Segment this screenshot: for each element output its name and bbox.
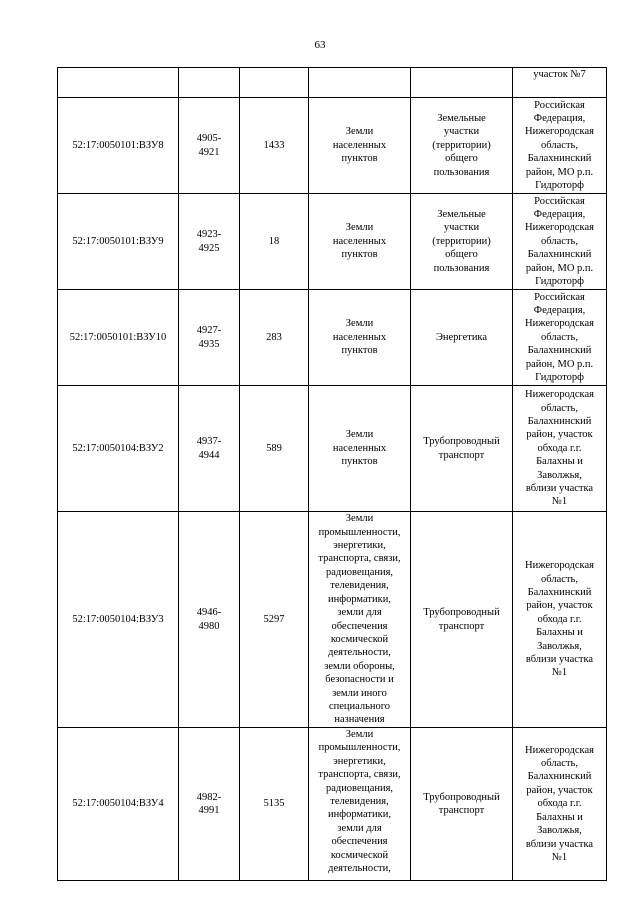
cell-line: 4927- <box>196 325 222 337</box>
cell-line: 4982- <box>196 791 222 803</box>
cell-line: Российская <box>534 99 585 111</box>
cell-line: область, <box>541 758 578 770</box>
cell-line: Заволжья, <box>537 825 582 837</box>
cell-line: деятельности, <box>328 863 391 875</box>
cell-line: населенных <box>332 139 387 151</box>
cell-line: №1 <box>551 851 568 863</box>
cell-line: Земельные <box>437 112 486 124</box>
cell-line: 589 <box>266 442 282 454</box>
cell-line: Нижегородская <box>525 318 594 330</box>
cell-line: информатики, <box>328 809 391 821</box>
cell-line: Трубопроводный <box>423 791 500 803</box>
cell-line: Нижегородская <box>525 222 594 234</box>
cell-line: пунктов <box>341 153 378 165</box>
cell-line: Нижегородская <box>525 389 594 401</box>
cell-line: пунктов <box>341 456 378 468</box>
area-cell <box>240 512 309 728</box>
cell-line: Российская <box>534 195 585 207</box>
cell-line: область, <box>541 235 578 247</box>
cell-line: пользования <box>433 262 490 274</box>
table-body <box>58 68 607 881</box>
cell-line: 4905- <box>196 133 222 145</box>
cell-line: Энергетика <box>435 331 488 343</box>
table-row <box>58 728 607 881</box>
permitted-use-cell <box>411 386 513 512</box>
cell-line: 4944 <box>198 449 220 461</box>
land-category-cell <box>309 728 411 881</box>
cell-line: Федерация, <box>533 112 586 124</box>
area-cell <box>240 290 309 386</box>
cell-line: вблизи участка <box>525 838 594 850</box>
cell-line: назначения <box>334 714 385 726</box>
cadastral-number-cell <box>58 98 179 194</box>
cell-line: участок №7 <box>533 69 586 80</box>
cell-line: земли иного <box>332 687 387 699</box>
location-cell <box>513 728 607 881</box>
permitted-use-cell <box>411 728 513 881</box>
cell-line: Гидроторф <box>535 372 584 384</box>
boundary-points-cell <box>179 512 240 728</box>
cell-line: населенных <box>332 235 387 247</box>
land-category-cell <box>309 194 411 290</box>
cell-line: общего <box>445 153 478 165</box>
permitted-use-cell <box>411 98 513 194</box>
cell-line: Земельные <box>437 208 486 220</box>
boundary-points-cell <box>179 194 240 290</box>
cell-line: Земли <box>345 729 374 740</box>
cell-line: Земли <box>345 222 374 234</box>
cell-line: безопасности и <box>325 674 394 686</box>
cell-line: район, МО р.п. <box>525 166 594 178</box>
page-number: 63 <box>314 39 326 51</box>
cell-line: Балахнинский <box>527 586 592 598</box>
cell-line: район, участок <box>526 784 593 796</box>
cell-line: телевидения, <box>330 796 389 808</box>
cadastral-number-cell <box>58 386 179 512</box>
cadastral-number-cell <box>58 194 179 290</box>
cell-line: Земли <box>345 126 374 138</box>
cell-line: (территории) <box>432 139 491 151</box>
cell-line: Балахны и <box>536 811 583 823</box>
cell-line: информатики, <box>328 593 391 605</box>
cell-line: 52:17:0050101:ВЗУ8 <box>72 139 164 151</box>
table-row <box>58 194 607 290</box>
cell-line: район, участок <box>526 429 593 441</box>
cell-line: специального <box>328 700 391 712</box>
cell-line: пользования <box>433 166 490 178</box>
location-cell <box>513 290 607 386</box>
cell-line: Заволжья, <box>537 640 582 652</box>
cell-line: район, участок <box>526 600 593 612</box>
cell-line: №1 <box>551 496 568 508</box>
land-category-cell <box>309 386 411 512</box>
cell-line: 5135 <box>263 798 285 810</box>
cell-line: 52:17:0050104:ВЗУ3 <box>72 613 164 625</box>
cell-line: Гидроторф <box>535 180 584 192</box>
cell-line: 4923- <box>196 229 222 241</box>
area-cell <box>240 194 309 290</box>
cell-line: 283 <box>266 331 282 343</box>
cell-line: Федерация, <box>533 304 586 316</box>
cell-line: Федерация, <box>533 208 586 220</box>
permitted-use-cell <box>411 512 513 728</box>
cell-line: населенных <box>332 442 387 454</box>
cell-line: 18 <box>268 235 280 247</box>
table-row <box>58 98 607 194</box>
cell-line: 52:17:0050101:ВЗУ10 <box>69 331 167 343</box>
cell-line: общего <box>445 249 478 261</box>
land-plots-table <box>57 67 607 881</box>
cell-line: область, <box>541 573 578 585</box>
cell-line: Земли <box>345 429 374 441</box>
permitted-use-cell <box>411 290 513 386</box>
land-category-cell <box>309 68 411 98</box>
cell-line: Гидроторф <box>535 276 584 288</box>
area-cell <box>240 68 309 98</box>
cell-line: Балахнинский <box>527 345 592 357</box>
location-cell <box>513 386 607 512</box>
cell-line: 52:17:0050101:ВЗУ9 <box>72 235 164 247</box>
cell-line: Трубопроводный <box>423 607 500 619</box>
cell-line: Балахнинский <box>527 249 592 261</box>
cell-line: область, <box>541 402 578 414</box>
cell-line: участки <box>443 126 480 138</box>
land-category-cell <box>309 98 411 194</box>
area-cell <box>240 98 309 194</box>
land-category-cell <box>309 290 411 386</box>
cell-line: №1 <box>551 667 568 679</box>
cadastral-number-cell <box>58 728 179 881</box>
cell-line: Балахны и <box>536 627 583 639</box>
cell-line: обеспечения <box>331 620 388 632</box>
cell-line: земли обороны, <box>324 660 395 672</box>
cell-line: 4980 <box>198 620 220 632</box>
table-row <box>58 386 607 512</box>
permitted-use-cell <box>411 68 513 98</box>
cell-line: 4991 <box>198 805 220 816</box>
cell-line: транспорт <box>438 449 485 461</box>
land-category-cell <box>309 512 411 728</box>
cell-line: пунктов <box>341 249 378 261</box>
cell-line: энергетики, <box>333 755 386 767</box>
cell-line: телевидения, <box>330 580 389 592</box>
cadastral-number-cell <box>58 290 179 386</box>
cell-line: Российская <box>534 291 585 303</box>
location-cell <box>513 512 607 728</box>
cell-line: 4925 <box>198 242 220 254</box>
cell-line: Балахнинский <box>527 153 592 165</box>
cell-line: Заволжья, <box>537 469 582 481</box>
area-cell <box>240 386 309 512</box>
cell-line: деятельности, <box>328 647 391 659</box>
table-row <box>58 68 607 98</box>
cell-line: космической <box>330 849 389 861</box>
cell-line: район, МО р.п. <box>525 262 594 274</box>
cell-line: Земли <box>345 513 374 525</box>
cell-line: Трубопроводный <box>423 436 500 448</box>
cell-line: 4946- <box>196 607 222 619</box>
cell-line: область, <box>541 139 578 151</box>
cell-line: транспорта, связи, <box>318 553 401 565</box>
cell-line: (территории) <box>432 235 491 247</box>
cadastral-number-cell <box>58 512 179 728</box>
table-row <box>58 290 607 386</box>
cadastral-number-cell <box>58 68 179 98</box>
cell-line: 1433 <box>263 139 285 151</box>
cell-line: участки <box>443 222 480 234</box>
cell-line: промышленности, <box>318 526 401 538</box>
location-cell <box>513 98 607 194</box>
cell-line: Нижегородская <box>525 744 594 756</box>
cell-line: область, <box>541 331 578 343</box>
cell-line: земли для <box>337 822 382 834</box>
cell-line: земли для <box>337 607 382 619</box>
cell-line: населенных <box>332 331 387 343</box>
cell-line: район, МО р.п. <box>525 358 594 370</box>
cell-line: энергетики, <box>333 540 386 552</box>
boundary-points-cell <box>179 68 240 98</box>
cell-line: обхода г.г. <box>537 798 582 810</box>
cell-line: 4935 <box>198 338 220 350</box>
cell-line: Нижегородская <box>525 560 594 572</box>
boundary-points-cell <box>179 386 240 512</box>
cell-line: пунктов <box>341 345 378 357</box>
boundary-points-cell <box>179 98 240 194</box>
cell-line: Балахнинский <box>527 415 592 427</box>
cell-line: 5297 <box>263 613 285 625</box>
cell-line: 52:17:0050104:ВЗУ4 <box>72 798 164 810</box>
cell-line: космической <box>330 633 389 645</box>
cell-line: радиовещания, <box>325 566 394 578</box>
table-row <box>58 512 607 728</box>
cell-line: 4921 <box>198 146 220 158</box>
location-cell <box>513 194 607 290</box>
boundary-points-cell <box>179 728 240 881</box>
cell-line: Балахнинский <box>527 771 592 783</box>
cell-line: транспорт <box>438 620 485 632</box>
cell-line: Земли <box>345 318 374 330</box>
cell-line: транспорт <box>438 805 485 816</box>
boundary-points-cell <box>179 290 240 386</box>
permitted-use-cell <box>411 194 513 290</box>
cell-line: промышленности, <box>318 742 401 754</box>
cell-line: вблизи участка <box>525 483 594 495</box>
location-cell <box>513 68 607 98</box>
cell-line: 52:17:0050104:ВЗУ2 <box>72 442 164 454</box>
cell-line: 4937- <box>196 436 222 448</box>
cell-line: обхода г.г. <box>537 613 582 625</box>
cell-line: вблизи участка <box>525 654 594 666</box>
cell-line: радиовещания, <box>325 782 394 794</box>
area-cell <box>240 728 309 881</box>
cell-line: Балахны и <box>536 456 583 468</box>
cell-line: Нижегородская <box>525 126 594 138</box>
cell-line: обхода г.г. <box>537 442 582 454</box>
cell-line: транспорта, связи, <box>318 769 401 781</box>
cell-line: обеспечения <box>331 836 388 848</box>
